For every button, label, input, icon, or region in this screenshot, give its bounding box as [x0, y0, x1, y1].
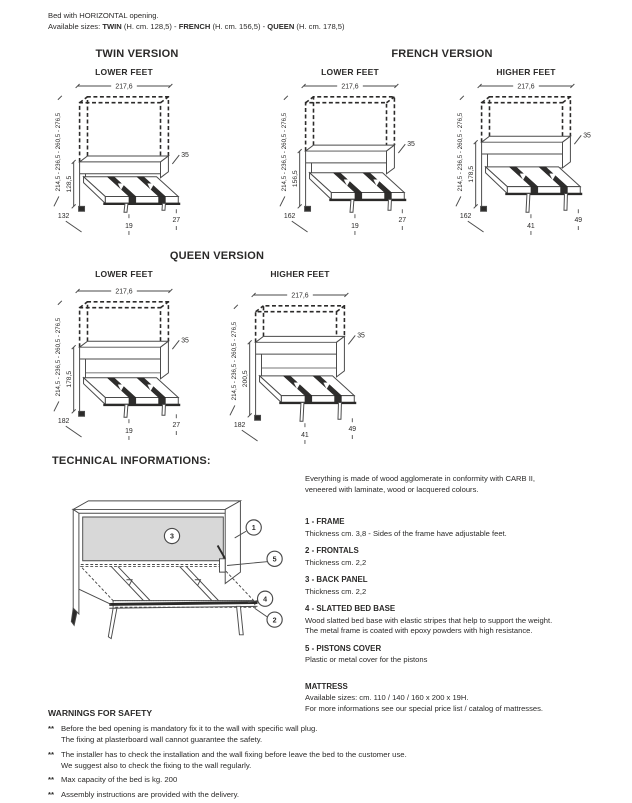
size-queen: QUEEN: [267, 22, 295, 31]
tech-item-title: 3 - BACK PANEL: [305, 575, 368, 584]
bed-leg: [108, 608, 117, 638]
cabinet-height-dim: 128,5: [66, 175, 74, 193]
depth-floor-dim: 132: [57, 213, 70, 221]
tech-item-title: 1 - FRAME: [305, 517, 345, 526]
warning-bullet: **: [48, 749, 54, 759]
back-panel: [83, 517, 224, 561]
depth-top-dim: 35: [407, 141, 415, 149]
callout-pistons-cover: [267, 551, 282, 566]
foot-offset-dim: 19: [125, 223, 133, 231]
size-french-dims: (H. cm. 156,5) -: [210, 22, 268, 31]
callout-back-panel: [164, 528, 179, 543]
diagram-queen-lower-feet: [50, 280, 198, 442]
overall-heights-dim: 214,5 - 236,5 - 260,5 - 276,5: [456, 112, 464, 192]
queen-higher-feet-label: HIGHER FEET: [270, 269, 330, 279]
tech-item-title: MATTRESS: [305, 681, 348, 691]
warning-item: [48, 749, 608, 771]
svg-text:4: 4: [263, 595, 268, 604]
cabinet-height-dim: 156,5: [292, 170, 300, 188]
svg-text:5: 5: [272, 555, 277, 564]
depth-top-dim: 35: [181, 337, 189, 345]
diagram-french-higher-feet: [452, 76, 600, 236]
tech-item-line: Thickness cm. 3,8 - Sides of the frame have adjustable feet.: [305, 528, 507, 538]
technical-intro: [305, 474, 627, 495]
intro-line: veneered with laminate, wood or lacquered colours.: [305, 484, 479, 494]
depth-top-dim: 35: [583, 132, 591, 140]
overall-heights-dim: 214,5 - 236,5 - 260,5 - 276,5: [54, 112, 62, 192]
header-line-1: Bed with HORIZONTAL opening.: [48, 11, 159, 20]
svg-text:3: 3: [170, 532, 174, 541]
warning-line: Max capacity of the bed is kg. 200: [61, 775, 178, 784]
tech-item-frame: [305, 517, 627, 539]
technical-diagram: [58, 496, 286, 653]
warning-line: We suggest also to check the fixing to the wall regularly.: [61, 760, 252, 770]
queen-version-title: QUEEN VERSION: [169, 250, 265, 262]
tech-item-frontals: [305, 546, 627, 568]
foot-offset-dim: 41: [301, 432, 309, 440]
tech-item-title: 2 - FRONTALS: [305, 546, 359, 555]
size-queen-dims: (H. cm. 178,5): [294, 22, 345, 31]
front-offset-dim: 49: [348, 426, 357, 434]
cabinet-height-dim: 200,5: [242, 370, 250, 388]
depth-top-dim: 35: [357, 332, 365, 340]
depth-floor-dim: 182: [233, 422, 246, 430]
cabinet-drawing: [71, 501, 267, 639]
warning-item: [48, 774, 608, 785]
warning-bullet: **: [48, 789, 54, 799]
svg-text:1: 1: [251, 524, 256, 533]
warning-line: Assembly instructions are provided with the delivery.: [61, 789, 240, 799]
callout-slatted-base: [258, 591, 273, 606]
depth-floor-dim: 162: [459, 213, 472, 221]
warnings-heading: WARNINGS FOR SAFETY: [48, 708, 153, 718]
svg-text:2: 2: [272, 616, 277, 625]
width-dim: 217,6: [115, 83, 133, 91]
tech-item-line: For more informations see our special price list / catalog of mattresses.: [305, 703, 544, 713]
header-line-2: [48, 21, 345, 32]
overall-heights-dim: 214,5 - 236,5 - 260,5 - 276,5: [280, 112, 288, 192]
twin-lower-feet-label: LOWER FEET: [95, 67, 153, 77]
french-higher-feet-label: HIGHER FEET: [496, 67, 556, 77]
tech-item-line: Wood slatted bed base with elastic stripes that help to support the weight.: [305, 615, 553, 625]
depth-top-dim: 35: [181, 151, 189, 159]
callout-frontals: [267, 612, 282, 627]
technical-column: [305, 474, 627, 721]
tech-item-pistons-cover: [305, 644, 627, 666]
intro-line: Everything is made of wood agglomerate in conformity with CARB II,: [305, 474, 536, 483]
tech-item-line: The metal frame is coated with epoxy powders with high resistance.: [305, 626, 533, 635]
overall-heights-dim: 214,5 - 236,5 - 260,5 - 276,5: [230, 321, 238, 401]
callout-frame: [246, 520, 261, 535]
width-dim: 217,6: [291, 292, 309, 300]
size-french: FRENCH: [178, 22, 211, 31]
tech-item-line: Plastic or metal cover for the pistons: [305, 655, 428, 664]
size-twin-dims: (H. cm. 128,5) -: [121, 22, 179, 31]
overall-heights-dim: 214,5 - 236,5 - 260,5 - 276,5: [54, 317, 62, 397]
queen-lower-feet-label: LOWER FEET: [95, 269, 153, 279]
tech-item-line: Thickness cm. 2,2: [305, 586, 367, 596]
warning-bullet: **: [48, 775, 54, 784]
diagram-queen-higher-feet: [226, 284, 374, 446]
width-dim: 217,6: [115, 288, 133, 296]
warnings-section: [48, 708, 608, 803]
size-twin: TWIN: [102, 22, 122, 31]
width-dim: 217,6: [517, 83, 535, 91]
front-offset-dim: 27: [398, 217, 407, 225]
front-offset-dim: 27: [172, 422, 181, 430]
diagram-french-lower-feet: [276, 76, 424, 236]
foot-offset-dim: 19: [351, 223, 359, 231]
french-version-title: FRENCH VERSION: [391, 48, 493, 60]
bed-leg: [237, 606, 244, 635]
piston-cover: [220, 559, 226, 572]
front-offset-dim: 49: [574, 217, 583, 225]
warning-line: The fixing at plasterboard wall cannot guarantee the safety.: [61, 735, 263, 744]
foot-offset-dim: 19: [125, 428, 133, 436]
tech-item-line: Available sizes: cm. 110 / 140 / 160 x 200 x 19H.: [305, 693, 469, 702]
diagram-twin-lower-feet: [50, 76, 198, 236]
warning-bullet: **: [48, 724, 54, 733]
tech-item-back-panel: [305, 575, 627, 597]
warning-item: [48, 723, 608, 745]
tech-item-title: 4 - SLATTED BED BASE: [305, 604, 396, 613]
front-offset-dim: 27: [172, 217, 181, 225]
available-sizes-label: Available sizes:: [48, 22, 103, 31]
tech-item-line: Thickness cm. 2,2: [305, 557, 367, 567]
warning-line: The installer has to check the installation and the wall fixing before leave the bed to the customer use.: [61, 749, 407, 759]
twin-version-title: TWIN VERSION: [95, 48, 179, 60]
tech-item-title: 5 - PISTONS COVER: [305, 643, 382, 653]
depth-floor-dim: 182: [57, 418, 70, 426]
cabinet-height-dim: 178,5: [66, 370, 74, 388]
warning-line: Before the bed opening is mandatory fix it to the wall with specific wall plug.: [61, 724, 318, 733]
warning-item: [48, 789, 608, 800]
tech-item-slatted-base: [305, 604, 627, 637]
french-lower-feet-label: LOWER FEET: [321, 67, 379, 77]
technical-heading: TECHNICAL INFORMATIONS:: [52, 455, 211, 467]
depth-floor-dim: 162: [283, 213, 296, 221]
foot-offset-dim: 41: [527, 223, 535, 231]
cabinet-height-dim: 178,5: [468, 165, 476, 183]
width-dim: 217,6: [341, 83, 359, 91]
